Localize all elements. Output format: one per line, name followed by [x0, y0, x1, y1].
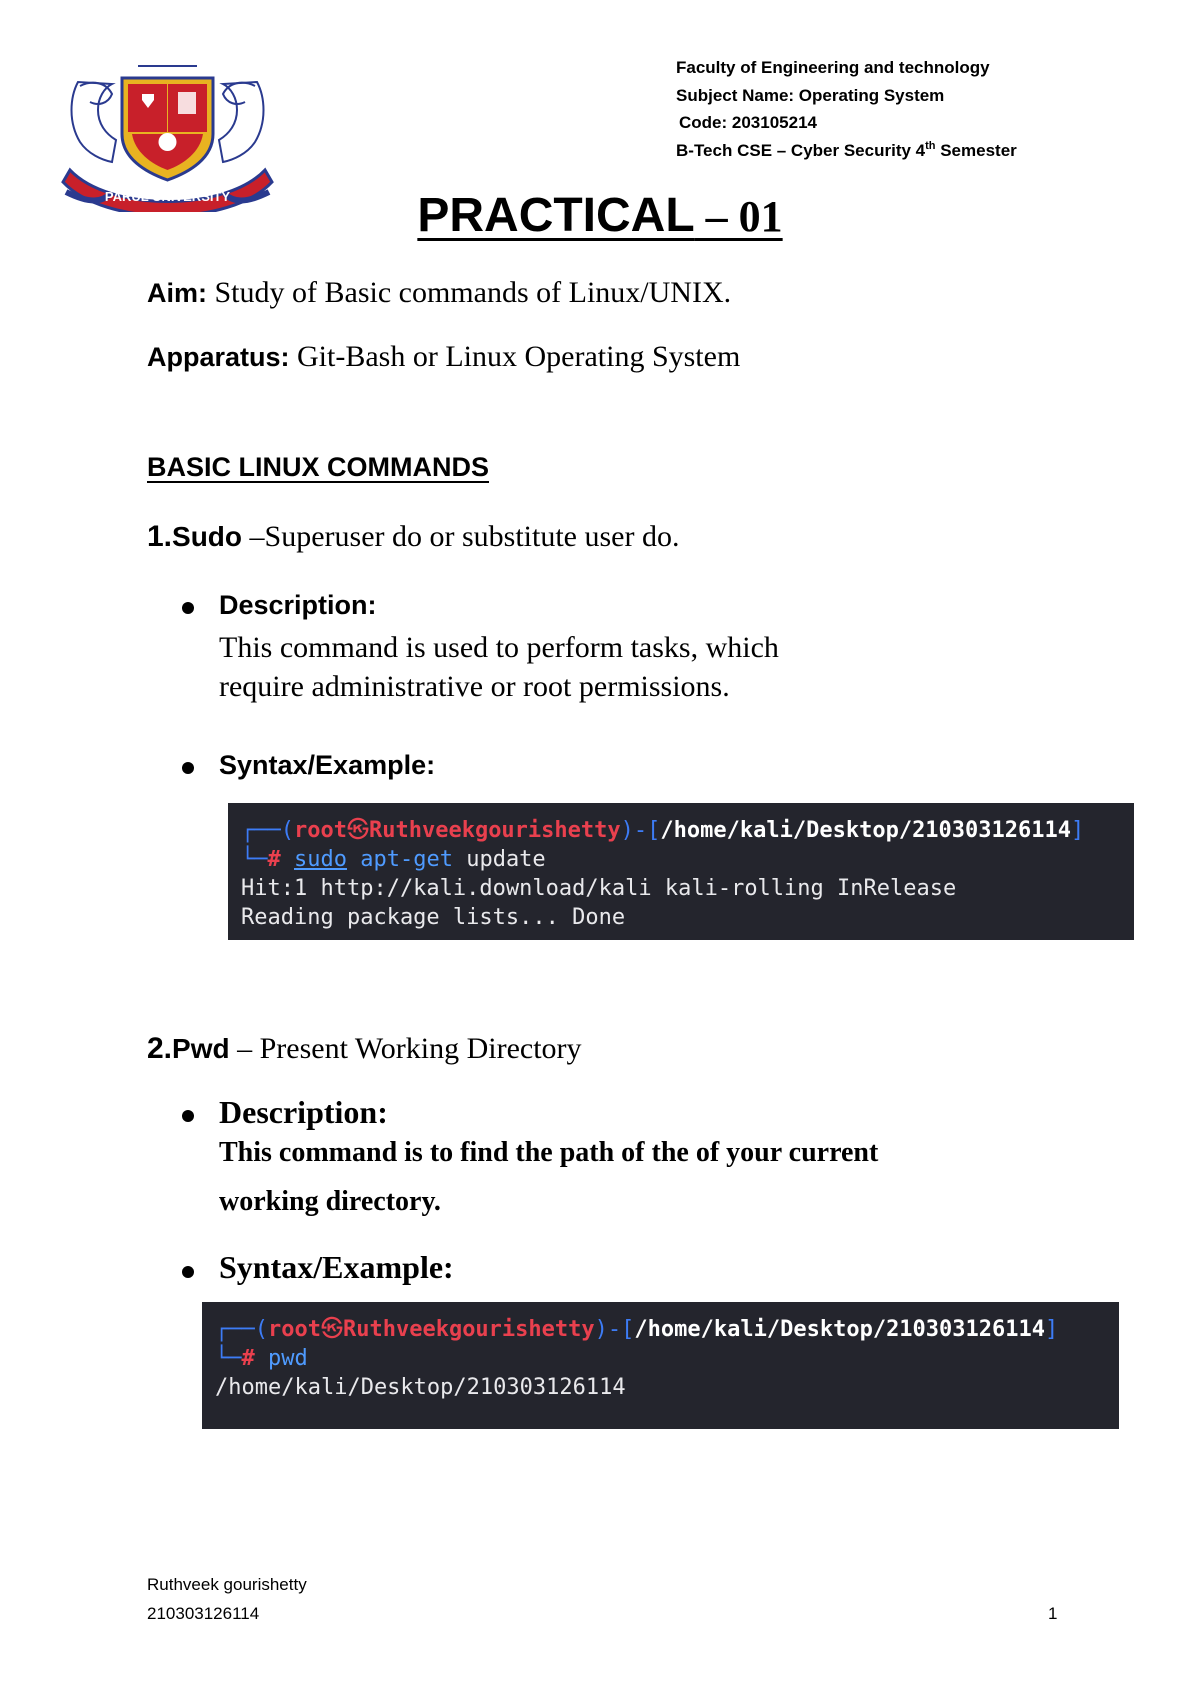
- terminal-output-line: Hit:1 http://kali.download/kali kali-rolling InRelease: [241, 876, 957, 901]
- description-line: This command is to find the path of the of your current: [219, 1137, 879, 1168]
- prompt-user: root: [293, 818, 347, 843]
- university-logo: [50, 42, 285, 212]
- prompt-corner: └─: [241, 847, 268, 872]
- command-sudo: sudo: [294, 847, 347, 872]
- command-heading: [147, 520, 679, 554]
- terminal-output-line: Reading package lists... Done: [241, 905, 626, 930]
- description-label: Description:: [219, 1094, 388, 1130]
- prompt-host: Ruthveekgourishetty: [342, 1317, 595, 1342]
- prompt-corner: └─: [215, 1346, 242, 1371]
- terminal-prompt-line: [215, 1315, 1119, 1344]
- footer-id: 210303126114: [147, 1604, 260, 1623]
- command-title: Present Working Directory: [259, 1032, 582, 1065]
- prompt-bracket: ┌──(: [215, 1317, 268, 1342]
- prompt-hash: #: [241, 1346, 255, 1371]
- prompt-path: /home/kali/Desktop/210303126114: [660, 818, 1072, 843]
- prompt-bracket: )-[: [620, 818, 661, 843]
- title-word: PRACTICAL: [417, 189, 695, 242]
- terminal-screenshot: [228, 803, 1134, 940]
- description-text: [219, 628, 779, 706]
- command-name: Sudo: [172, 521, 243, 552]
- description-line: require administrative or root permissions.: [219, 670, 730, 703]
- page-number: 1: [1048, 1604, 1058, 1623]
- command-program: pwd: [268, 1346, 308, 1371]
- description-text: [219, 1128, 878, 1226]
- bullet-icon: [182, 602, 194, 614]
- bullet-icon: [182, 1110, 194, 1122]
- prompt-host: Ruthveekgourishetty: [368, 818, 621, 843]
- terminal-prompt-line: [241, 816, 1134, 845]
- course-prefix: B-Tech CSE – Cyber Security 4: [676, 140, 926, 160]
- prompt-bracket: ]: [1071, 818, 1085, 843]
- terminal-command-line: [241, 845, 1134, 874]
- description-line: working directory.: [219, 1186, 441, 1217]
- apparatus-text: Git-Bash or Linux Operating System: [297, 340, 741, 373]
- course-superscript: th: [925, 139, 936, 152]
- prompt-bracket: )-[: [594, 1317, 635, 1342]
- subject-name: Subject Name: Operating System: [676, 85, 945, 105]
- apparatus-label: Apparatus:: [147, 342, 290, 372]
- command-number: 2.: [147, 1032, 173, 1065]
- command-program: apt-get: [360, 847, 453, 872]
- terminal-command-line: [215, 1344, 1119, 1373]
- terminal-output-line: /home/kali/Desktop/210303126114: [215, 1375, 626, 1400]
- subject-code: Code: 203105214: [679, 113, 817, 132]
- description-line: This command is used to perform tasks, which: [219, 631, 779, 664]
- prompt-bracket: ]: [1045, 1317, 1059, 1342]
- page-title: [0, 188, 1200, 243]
- header-info: [676, 54, 1017, 164]
- course-info: [676, 137, 1017, 165]
- command-heading: [147, 1032, 582, 1066]
- aim-row: [147, 276, 731, 310]
- command-title: Superuser do or substitute user do.: [264, 520, 680, 553]
- university-emblem-icon: [50, 42, 285, 212]
- prompt-user: root: [267, 1317, 321, 1342]
- aim-text: Study of Basic commands of Linux/UNIX.: [214, 276, 732, 309]
- command-number: 1.: [147, 520, 173, 553]
- command-name: Pwd: [172, 1033, 230, 1064]
- command-arg: update: [466, 847, 546, 872]
- footer-name: Ruthveek gourishetty: [147, 1575, 307, 1594]
- footer-author: [147, 1570, 307, 1628]
- logo-text: PARUL UNIVERSITY: [104, 189, 231, 204]
- apparatus-row: [147, 340, 740, 374]
- aim-label: Aim:: [147, 278, 207, 308]
- bullet-icon: [182, 1266, 194, 1278]
- title-number: – 01: [694, 192, 783, 241]
- faculty-name: Faculty of Engineering and technology: [676, 58, 990, 77]
- syntax-label: Syntax/Example:: [219, 1249, 454, 1285]
- skull-icon: ㉿: [346, 818, 369, 843]
- prompt-bracket: ┌──(: [241, 818, 294, 843]
- skull-icon: ㉿: [320, 1317, 343, 1342]
- course-suffix: Semester: [935, 140, 1017, 160]
- prompt-path: /home/kali/Desktop/210303126114: [634, 1317, 1046, 1342]
- prompt-hash: #: [267, 847, 281, 872]
- terminal-screenshot: [202, 1302, 1119, 1429]
- section-heading: BASIC LINUX COMMANDS: [147, 452, 489, 482]
- syntax-label: Syntax/Example:: [219, 750, 436, 780]
- command-dash: –: [229, 1032, 253, 1065]
- command-dash: –: [242, 520, 265, 553]
- description-label: Description:: [219, 590, 377, 620]
- bullet-icon: [182, 762, 194, 774]
